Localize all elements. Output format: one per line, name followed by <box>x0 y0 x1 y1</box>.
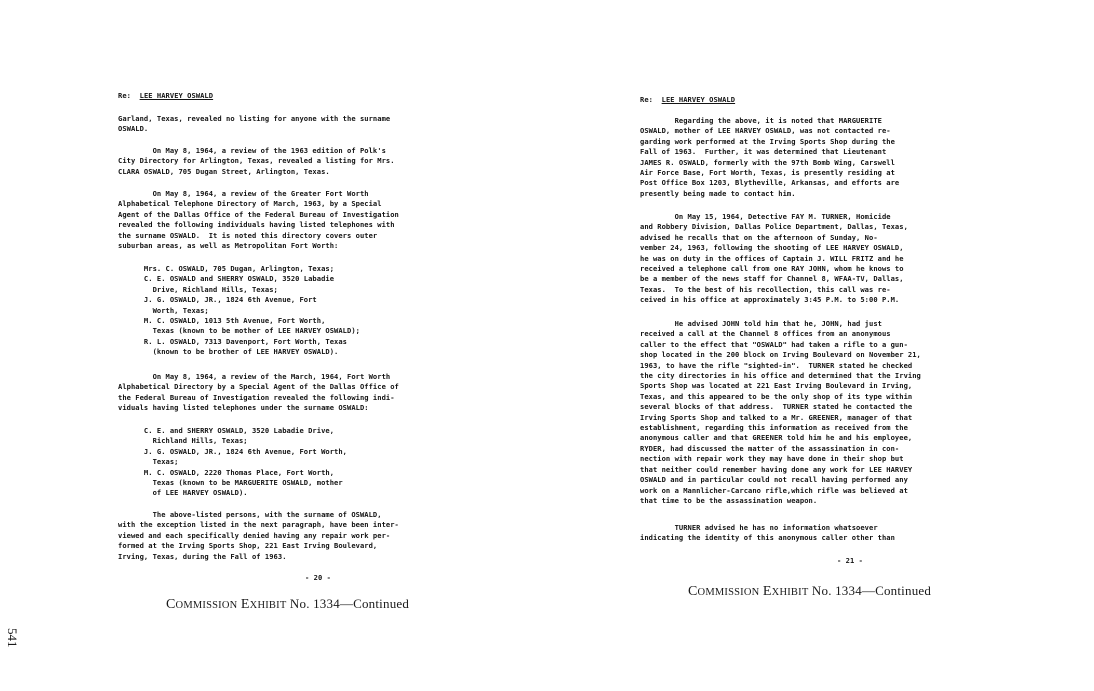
re-label: Re: <box>640 95 653 104</box>
volume-page-number: 541 <box>5 628 20 648</box>
caption-initial-c: C <box>166 597 176 612</box>
caption-word-commission: OMMISSION <box>697 587 760 598</box>
re-label: Re: <box>118 91 131 100</box>
re-subject-name: LEE HARVEY OSWALD <box>661 95 736 104</box>
paragraph-5: The above-listed persons, with the surname of OSWALD, with the exception listed in the next paragraph, have been inter- viewed and each specifically denied having any repair work per- formed at the Irving Sports Shop, 221 East Irving Boulevard, Irving, Texas, during the Fall of 1963. <box>118 510 399 561</box>
paragraph-4: On May 8, 1964, a review of the March, 1964, Fort Worth Alphabetical Directory by a Special Agent of the Dallas Office of the Federal Bureau of Investigation revealed the following indi- viduals having listed telephones under the surname OSWALD: <box>118 372 399 413</box>
caption-initial-e: E <box>762 584 772 599</box>
paragraph-1: Garland, Texas, revealed no listing for anyone with the surname OSWALD. <box>118 114 391 134</box>
page-number: - 21 - <box>837 556 863 565</box>
caption-word-commission: OMMISSION <box>175 600 238 611</box>
exhibit-caption-right <box>688 583 931 600</box>
page-number: - 20 - <box>305 573 331 582</box>
paragraph-3: On May 8, 1964, a review of the Greater Fort Worth Alphabetical Telephone Directory of March, 1963, by a Special Agent of the Dallas Office of the Federal Bureau of Investigation revealed the following individuals having listed telephones with the surname OSWALD. It is noted this directory covers outer suburban areas, as well as Metropolitan Fort Worth: <box>118 189 399 251</box>
paragraph-4: TURNER advised he has no information whatsoever indicating the identity of this anonymous caller other than <box>640 523 895 543</box>
paragraph-1: Regarding the above, it is noted that MARGUERITE OSWALD, mother of LEE HARVEY OSWALD, was not contacted re- garding work performed at the Irving Sports Shop during the Fall of 1963. Further, it was determined that Lieutenant JAMES R. OSWALD, formerly with the 97th Bomb Wing, Carswell Air Force Base, Fort Worth, Texas, is presently residing at Post Office Box 1203, Blytheville, Arkansas, and efforts are presently being made to contact him. <box>640 116 900 198</box>
paragraph-2: On May 15, 1964, Detective FAY M. TURNER, Homicide and Robbery Division, Dallas Police Department, Dallas, Texas, advised he recalls that on the afternoon of Sunday, No- vember 24, 1963, following the shooting of LEE HARVEY OSWALD, he was on duty in the offices of Captain J. WILL FRITZ and he received a telephone call from one RAY JOHN, whom he knows to be a member of the news staff for Channel 8, WFAA-TV, Dallas, Texas. To the best of his recollection, this call was re- ceived in his office at approximately 3:45 P.M. to 5:00 P.M. <box>640 212 908 305</box>
re-subject-name: LEE HARVEY OSWALD <box>139 91 214 100</box>
paragraph-2: On May 8, 1964, a review of the 1963 edition of Polk's City Directory for Arlington, Texas, revealed a listing for Mrs. CLARA OSWALD, 705 Dugan Street, Arlington, Texas. <box>118 146 395 176</box>
caption-word-exhibit: XHIBIT <box>771 587 809 598</box>
paragraph-3: He advised JOHN told him that he, JOHN, had just received a call at the Channel 8 offices from an anonymous caller to the effect that "OSWALD" had taken a rifle to a gun- shop located in the 200 block on Irving Boulevard on November 21, 1963, to have the rifle "sighted-in". TURNER stated he checked the city directories in his office and determined that the Irving Sports Shop was located at 221 East Irving Boulevard in Irving, Texas, and this appeared to be the only shop of its type within several blocks of that address. TURNER stated he contacted the Irving Sports Shop and talked to a Mr. GREENER, manager of that establishment, regarding this information as received from the anonymous caller and that GREENER told him he and his employee, RYDER, had discussed the matter of the assassination in con- nection with repair work they may have done in their shop but that neither could remember having done any work for LEE HARVEY OSWALD and in particular could not recall having performed any work on a Mannlicher-Carcano rifle,which rifle was believed at that time to be the assassination weapon. <box>640 319 921 505</box>
caption-initial-e: E <box>240 597 250 612</box>
caption-initial-c: C <box>688 584 698 599</box>
re-line <box>118 91 213 101</box>
caption-number: No. 1334—Continued <box>811 583 932 598</box>
caption-number: No. 1334—Continued <box>289 596 410 611</box>
telephone-listing-list-2: C. E. and SHERRY OSWALD, 3520 Labadie Drive, Richland Hills, Texas; J. G. OSWALD, JR., 1824 6th Avenue, Fort Worth, Texas; M. C. OSWALD, 2220 Thomas Place, Fort Worth, Texas (known to be MARGUERITE OSWALD, mother of LEE HARVEY OSWALD). <box>143 426 348 498</box>
caption-word-exhibit: XHIBIT <box>249 600 287 611</box>
document-page-20 <box>118 0 518 691</box>
exhibit-caption-left <box>166 596 409 613</box>
telephone-listing-list-1: Mrs. C. OSWALD, 705 Dugan, Arlington, Texas; C. E. OSWALD and SHERRY OSWALD, 3520 Labadie Drive, Richland Hills, Texas; J. G. OSWALD, JR., 1824 6th Avenue, Fort Worth, Texas; M. C. OSWALD, 1013 5th Avenue, Fort Worth, Texas (known to be mother of LEE HARVEY OSWALD); R. L. OSWALD, 7313 Davenport, Fort Worth, Texas (known to be brother of LEE HARVEY OSWALD). <box>143 264 360 357</box>
re-line <box>640 95 735 105</box>
